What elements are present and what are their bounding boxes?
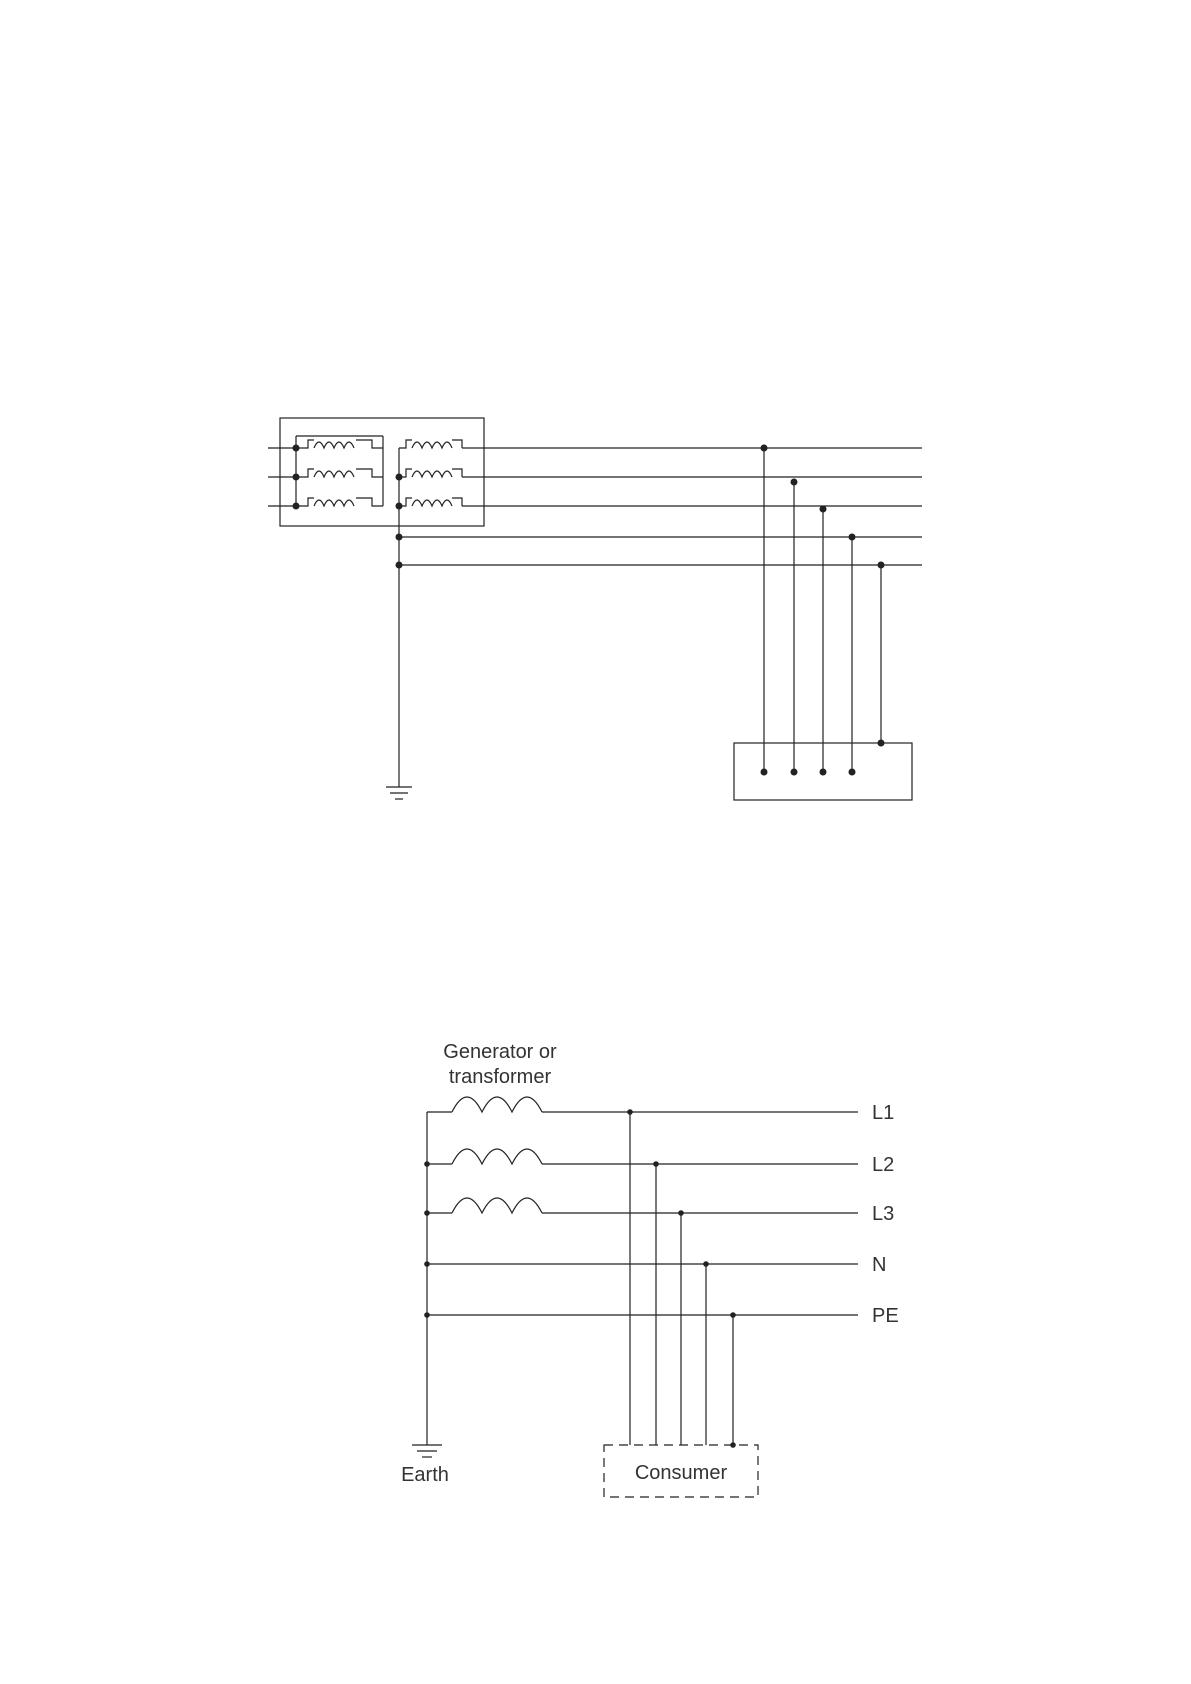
conductor-label-pe: PE: [872, 1305, 899, 1327]
earth-label: Earth: [401, 1464, 449, 1486]
conductor-label-l1: L1: [872, 1102, 895, 1124]
conductor-label-n: N: [872, 1254, 887, 1276]
conductor-label-l2: L2: [872, 1154, 895, 1176]
source-label-line2: transformer: [448, 1066, 552, 1088]
source-label-line1: Generator or: [443, 1041, 557, 1063]
conductor-label-l3: L3: [872, 1203, 895, 1225]
consumer-label: Consumer: [634, 1462, 728, 1484]
